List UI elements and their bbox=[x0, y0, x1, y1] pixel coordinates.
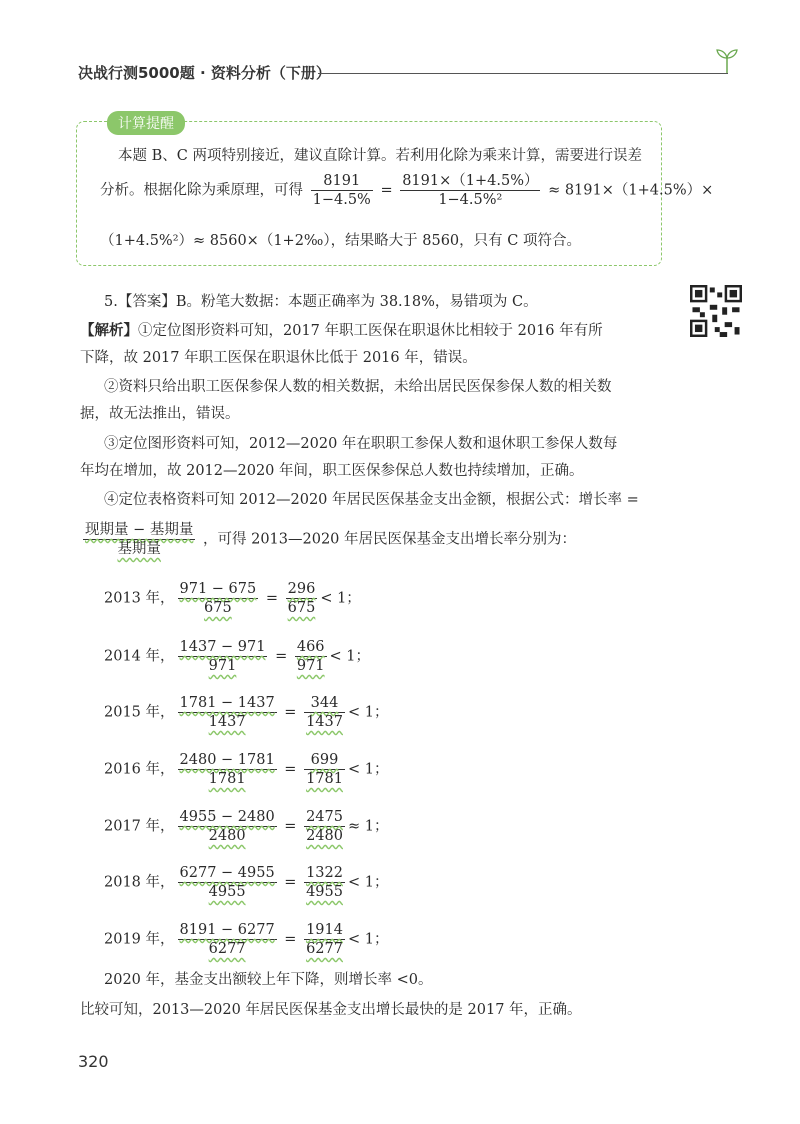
fraction-numerator: 1781 − 1437 bbox=[179, 695, 275, 711]
analysis-label: 【解析】 bbox=[80, 322, 138, 339]
fraction-numerator: 344 bbox=[304, 694, 345, 713]
fraction-denominator: 1−4.5%² bbox=[438, 192, 503, 208]
year-label: 2018 年， bbox=[104, 874, 175, 891]
year-row bbox=[104, 808, 388, 845]
growth-fraction bbox=[178, 694, 277, 731]
equals-sign: = bbox=[380, 182, 393, 199]
year-row bbox=[104, 864, 388, 901]
fraction-denominator: 2480 bbox=[208, 828, 246, 844]
analysis-p2a: ②资料只给出职工医保参保人数的相关数据，未给出居民医保参保人数的相关数 bbox=[104, 379, 612, 395]
fraction-denominator: 1781 bbox=[208, 771, 246, 787]
fraction-denominator: 1−4.5% bbox=[312, 192, 371, 208]
equals-sign: = bbox=[279, 761, 302, 778]
year-row bbox=[104, 694, 388, 731]
fraction-denominator: 6277 bbox=[208, 941, 246, 957]
formula-denominator: 基期量 bbox=[117, 541, 161, 557]
fraction-8191-expanded bbox=[400, 172, 540, 209]
fraction-numerator: 2475 bbox=[306, 809, 343, 825]
fraction-denominator: 971 bbox=[208, 658, 237, 674]
growth-fraction-result bbox=[304, 751, 345, 788]
fraction-numerator: 1322 bbox=[306, 865, 343, 881]
growth-fraction bbox=[178, 808, 277, 845]
equals-sign: = bbox=[279, 704, 302, 721]
fraction-8191 bbox=[311, 172, 373, 209]
fraction-numerator: 8191×（1+4.5%） bbox=[402, 173, 539, 189]
fraction-numerator: 1437 − 971 bbox=[179, 639, 266, 655]
growth-fraction-result bbox=[286, 580, 318, 617]
comparison-tail: < 1； bbox=[347, 931, 389, 948]
analysis-p1a-text: ①定位图形资料可知，2017 年职工医保在职退休比相较于 2016 年有所 bbox=[138, 323, 603, 339]
fraction-denominator: 4955 bbox=[208, 884, 246, 900]
fraction-denominator: 2480 bbox=[306, 828, 343, 844]
analysis-p1b: 下降，故 2017 年职工医保在职退休比低于 2016 年，错误。 bbox=[80, 350, 477, 366]
analysis-p1a bbox=[80, 319, 603, 340]
comparison-tail: ≈ 1； bbox=[347, 818, 389, 835]
year-row bbox=[104, 638, 370, 675]
year-row bbox=[104, 921, 388, 958]
fraction-numerator: 1914 bbox=[306, 922, 343, 938]
calc-line-2-pre: 分析。根据化除为乘原理，可得 bbox=[100, 182, 303, 199]
growth-rate-formula bbox=[83, 521, 195, 558]
calc-line-1: 本题 B、C 两项特别接近，建议直除计算。若利用化除为乘来计算，需要进行误差 bbox=[118, 148, 642, 164]
year-label: 2019 年， bbox=[104, 931, 175, 948]
qr-code-icon[interactable] bbox=[690, 285, 742, 337]
equals-sign: = bbox=[279, 931, 302, 948]
sprout-icon bbox=[714, 46, 740, 74]
analysis-p4a: ④定位表格资料可知 2012—2020 年居民医保基金支出金额，根据公式：增长率 = bbox=[104, 492, 639, 508]
header-rule bbox=[318, 73, 728, 74]
growth-fraction-result bbox=[304, 694, 345, 731]
year-row bbox=[104, 751, 388, 788]
formula-numerator: 现期量 − 基期量 bbox=[85, 522, 194, 538]
analysis-p4b-text: ，可得 2013—2020 年居民医保基金支出增长率分别为： bbox=[202, 531, 577, 548]
fraction-numerator: 2480 − 1781 bbox=[179, 752, 275, 768]
year-label: 2014 年， bbox=[104, 648, 175, 665]
comparison-tail: < 1； bbox=[329, 648, 371, 665]
book-title: 决战行测5000题 · 资料分析（下册） bbox=[78, 64, 331, 82]
equals-sign: = bbox=[279, 818, 302, 835]
fraction-denominator: 1437 bbox=[208, 714, 246, 730]
fraction-numerator: 971 − 675 bbox=[179, 581, 257, 597]
year-label: 2013 年， bbox=[104, 590, 175, 607]
comparison-tail: < 1； bbox=[320, 590, 361, 607]
growth-fraction bbox=[178, 864, 277, 901]
fraction-numerator: 8191 − 6277 bbox=[179, 922, 275, 938]
comparison-tail: < 1； bbox=[347, 874, 389, 891]
growth-fraction bbox=[178, 580, 259, 617]
growth-fraction bbox=[178, 751, 277, 788]
equals-sign: = bbox=[279, 874, 302, 891]
fraction-numerator: 4955 − 2480 bbox=[179, 809, 275, 825]
comparison-tail: < 1； bbox=[347, 704, 389, 721]
calc-line-3: （1+4.5%²）≈ 8560×（1+2‰），结果略大于 8560，只有 C 项符合。 bbox=[100, 233, 581, 249]
conclusion-line: 比较可知，2013—2020 年居民医保基金支出增长最快的是 2017 年，正确。 bbox=[80, 1002, 582, 1018]
growth-fraction bbox=[178, 921, 277, 958]
fraction-numerator: 8191 bbox=[311, 172, 373, 191]
analysis-p4b bbox=[80, 521, 576, 558]
analysis-p2b: 据，故无法推出，错误。 bbox=[80, 406, 240, 422]
fraction-numerator: 699 bbox=[304, 751, 345, 770]
page-number: 320 bbox=[78, 1052, 109, 1071]
growth-fraction-result bbox=[304, 921, 345, 958]
year-label: 2017 年， bbox=[104, 818, 175, 835]
fraction-denominator: 6277 bbox=[306, 941, 343, 957]
fraction-numerator: 296 bbox=[287, 581, 316, 597]
year-2020-line: 2020 年，基金支出额较上年下降，则增长率 <0。 bbox=[104, 972, 433, 988]
analysis-p3b: 年均在增加，故 2012—2020 年间，职工医保参保总人数也持续增加，正确。 bbox=[80, 463, 584, 479]
fraction-numerator: 466 bbox=[296, 639, 325, 655]
fraction-denominator: 1437 bbox=[306, 714, 343, 730]
answer-line: 5.【答案】B。粉笔大数据：本题正确率为 38.18%，易错项为 C。 bbox=[104, 294, 538, 310]
year-label: 2016 年， bbox=[104, 761, 175, 778]
growth-fraction-result bbox=[295, 638, 327, 675]
fraction-denominator: 971 bbox=[296, 658, 325, 674]
fraction-denominator: 1781 bbox=[306, 771, 343, 787]
growth-fraction bbox=[178, 638, 268, 675]
year-row bbox=[104, 580, 361, 617]
fraction-denominator: 675 bbox=[204, 600, 232, 616]
fraction-numerator: 6277 − 4955 bbox=[179, 865, 275, 881]
fraction-denominator: 4955 bbox=[306, 884, 343, 900]
calc-line-2-post: ≈ 8191×（1+4.5%）× bbox=[548, 182, 714, 199]
calc-line-2 bbox=[100, 172, 713, 209]
fraction-denominator: 675 bbox=[287, 600, 316, 616]
equals-sign: = bbox=[261, 590, 283, 607]
growth-fraction-result bbox=[304, 808, 345, 845]
calc-reminder-tag: 计算提醒 bbox=[107, 111, 185, 135]
comparison-tail: < 1； bbox=[347, 761, 389, 778]
equals-sign: = bbox=[270, 648, 292, 665]
growth-fraction-result bbox=[304, 864, 345, 901]
year-label: 2015 年， bbox=[104, 704, 175, 721]
analysis-p3a: ③定位图形资料可知，2012—2020 年在职职工参保人数和退休职工参保人数每 bbox=[104, 436, 618, 452]
